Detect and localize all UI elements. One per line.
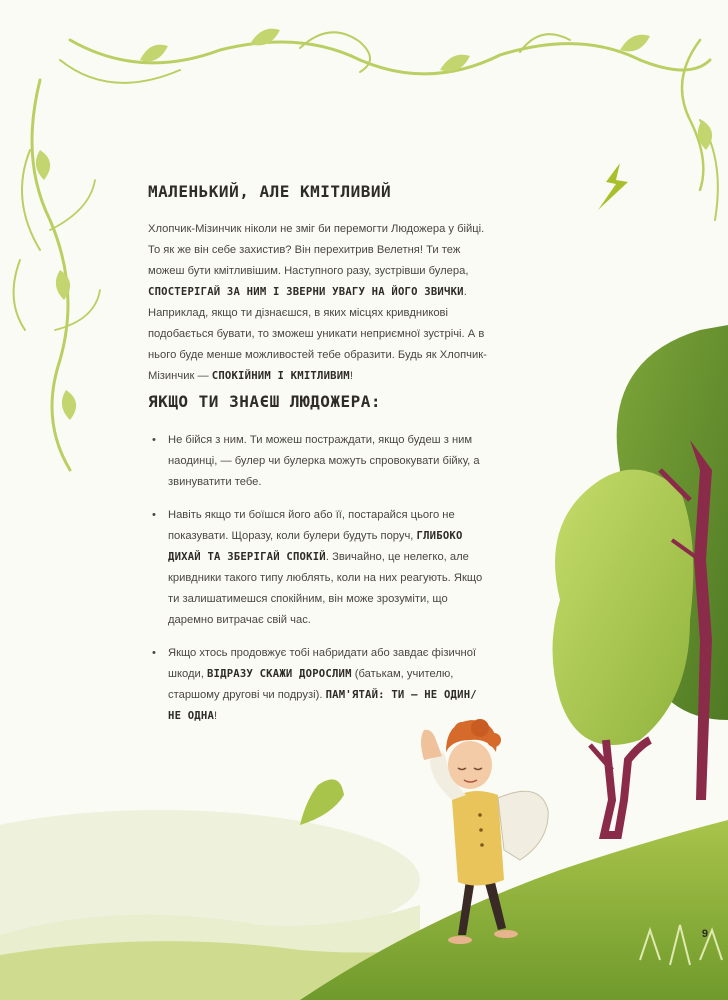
- list-item: • Якщо хтось продовжує тобі набридати або завдає фізичної шкоди, ВІДРАЗУ СКАЖИ ДОРОСЛИМ (батькам, учителю, старшому другові чи подрузі). ПАМ'ЯТАЙ: ТИ — НЕ ОДИН/НЕ ОДНА!: [148, 643, 488, 727]
- light-tree-canopy: [553, 470, 694, 745]
- light-tree-trunk: [604, 740, 650, 835]
- intro-text-1: Хлопчик-Мізинчик ніколи не зміг би перемогти Людожера у бійці. То як же він себе захистив? Він перехитрив Велетня! Ти теж можеш бути кмітливішим. Наступного разу, зустрівши булера,: [148, 223, 485, 277]
- section-heading: МАЛЕНЬКИЙ, АЛЕ КМІТЛИВИЙ: [148, 182, 392, 201]
- highlight: ВІДРАЗУ СКАЖИ ДОРОСЛИМ: [206, 668, 352, 680]
- page-number: 9: [701, 928, 708, 940]
- list-item: • Не бійся з ним. Ти можеш постраждати, якщо будеш з ним наодинці, — булер чи булерка можуть спровокувати бійку, а звинуватити тебе.: [148, 430, 488, 493]
- intro-highlight-1: СПОСТЕРІГАЙ ЗА НИМ І ЗВЕРНИ УВАГУ НА ЙОГО ЗВИЧКИ: [148, 286, 464, 298]
- highlight: ПАМ'ЯТАЙ: ТИ — НЕ ОДИН/НЕ ОДНА: [168, 689, 477, 722]
- list-item: • Навіть якщо ти боїшся його або її, постарайся цього не показувати. Щоразу, коли булери будуть поруч, ГЛИБОКО ДИХАЙ ТА ЗБЕРІГАЙ СПОКІЙ. Звичайно, це нелегко, але кривдники такого типу люблять, коли на них реагують. Якщо ти залишатимешся спокійним, він може зрозуміти, що даремно витрачає свій час.: [148, 505, 488, 631]
- falling-leaf: [300, 779, 344, 825]
- intro-highlight-2: СПОКІЙНИМ І КМІТЛИВИМ: [211, 370, 350, 382]
- lightning-mark: [598, 163, 628, 210]
- highlight: ГЛИБОКО ДИХАЙ ТА ЗБЕРІГАЙ СПОКІЙ: [168, 530, 463, 563]
- subsection-heading: ЯКЩО ТИ ЗНАЄШ ЛЮДОЖЕРА:: [148, 392, 382, 411]
- intro-paragraph: [148, 219, 493, 387]
- intro-text-3: !: [349, 370, 353, 382]
- advice-list: [148, 430, 488, 727]
- intro-text-2: . Наприклад, якщо ти дізнаєшся, в яких місцях кривдникові подобається бувати, то зможеш уникати неприємної зустрічі. А в нього буде менше можливостей тебе образити. Будь як Хлопчик-Мізинчик —: [148, 286, 487, 382]
